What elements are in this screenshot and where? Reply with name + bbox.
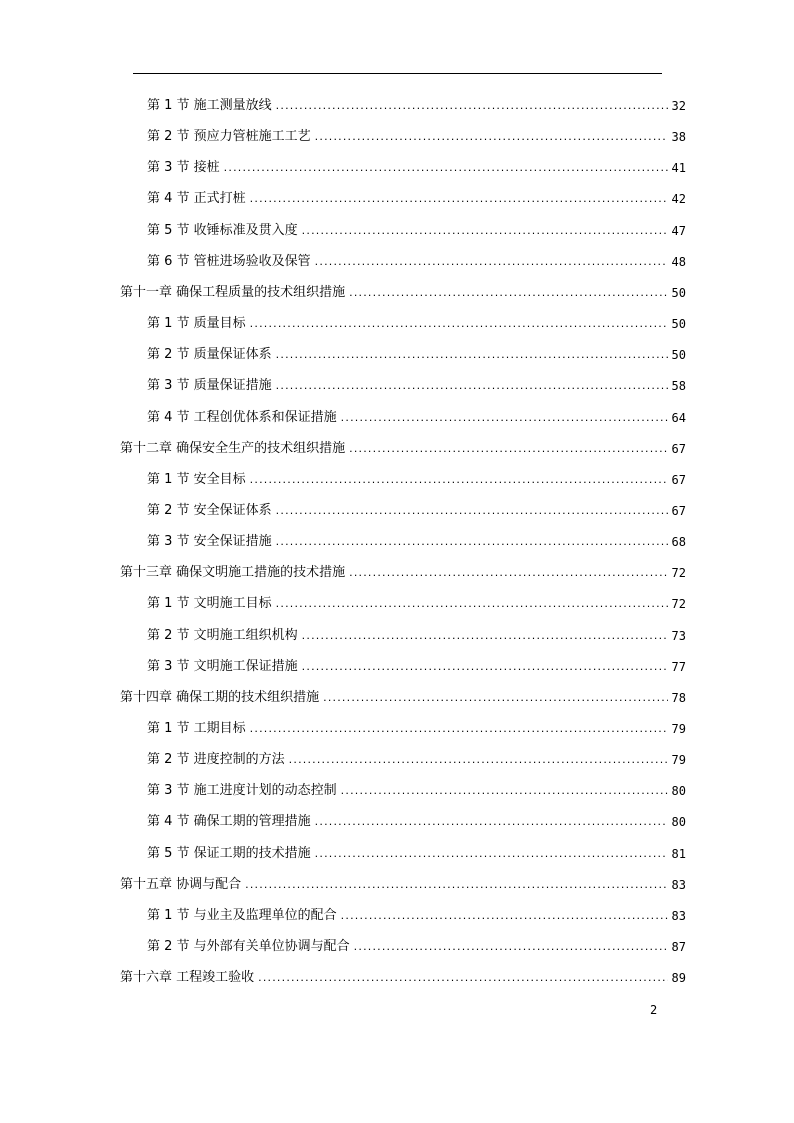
- toc-entry-page: 81: [671, 846, 686, 861]
- toc-entry-label: 第 4 节 确保工期的管理措施: [147, 814, 311, 830]
- toc-dot-leader: [315, 843, 668, 865]
- toc-entry-label: 第 2 节 预应力管桩施工工艺: [147, 129, 311, 145]
- toc-dot-leader: [276, 531, 668, 553]
- toc-dot-leader: [349, 562, 667, 584]
- toc-entry-page: 80: [671, 784, 686, 799]
- toc-section-entry[interactable]: [147, 313, 686, 335]
- toc-section-entry[interactable]: [147, 905, 686, 927]
- toc-entry-page: 77: [671, 659, 686, 674]
- toc-section-entry[interactable]: [147, 718, 686, 740]
- toc-entry-label: 第 2 节 文明施工组织机构: [147, 627, 298, 643]
- toc-section-entry[interactable]: [147, 375, 686, 397]
- toc-section-entry[interactable]: [147, 95, 686, 117]
- toc-chapter-entry[interactable]: [120, 687, 686, 709]
- toc-entry-page: 50: [671, 317, 686, 332]
- toc-dot-leader: [245, 874, 667, 896]
- toc-dot-leader: [349, 438, 667, 460]
- toc-entry-page: 80: [671, 815, 686, 830]
- toc-entry-page: 83: [671, 877, 686, 892]
- toc-section-entry[interactable]: [147, 220, 686, 242]
- page-number: 2: [650, 1003, 658, 1017]
- toc-entry-label: 第十二章 确保安全生产的技术组织措施: [120, 440, 346, 456]
- toc-entry-label: 第 1 节 文明施工目标: [147, 596, 272, 612]
- toc-section-entry[interactable]: [147, 531, 686, 553]
- toc-entry-label: 第 1 节 工期目标: [147, 721, 246, 736]
- toc-section-entry[interactable]: [147, 811, 686, 833]
- toc-section-entry[interactable]: [147, 780, 686, 802]
- toc-entry-label: 第 4 节 正式打桩: [147, 191, 246, 207]
- toc-dot-leader: [250, 469, 668, 491]
- toc-dot-leader: [349, 282, 667, 304]
- toc-section-entry[interactable]: [147, 749, 686, 771]
- toc-entry-page: 58: [671, 379, 686, 394]
- toc-entry-page: 50: [671, 348, 686, 363]
- toc-section-entry[interactable]: [147, 126, 686, 148]
- header-rule: [133, 73, 662, 74]
- toc-entry-label: 第十六章 工程竣工验收: [120, 970, 255, 986]
- toc-entry-label: 第十三章 确保文明施工措施的技术措施: [120, 565, 346, 581]
- toc-entry-label: 第 5 节 保证工期的技术措施: [147, 845, 311, 861]
- toc-dot-leader: [276, 593, 668, 615]
- toc-section-entry[interactable]: [147, 407, 686, 429]
- toc-entry-page: 68: [671, 535, 686, 550]
- toc-dot-leader: [258, 967, 667, 989]
- toc-entry-label: 第 2 节 进度控制的方法: [147, 752, 285, 768]
- toc-entry-label: 第 2 节 安全保证体系: [147, 502, 272, 518]
- toc-dot-leader: [250, 188, 668, 210]
- toc-entry-label: 第十四章 确保工期的技术组织措施: [120, 689, 320, 705]
- toc-entry-label: 第 6 节 管桩进场验收及保管: [147, 253, 311, 269]
- toc-entry-label: 第 3 节 文明施工保证措施: [147, 658, 298, 674]
- toc-entry-page: 79: [671, 722, 686, 736]
- toc-dot-leader: [302, 656, 668, 678]
- toc-entry-page: 73: [671, 628, 686, 643]
- toc-entry-page: 67: [671, 472, 686, 487]
- toc-dot-leader: [341, 407, 668, 429]
- toc-section-entry[interactable]: [147, 500, 686, 522]
- toc-entry-page: 72: [671, 597, 686, 612]
- toc-entry-label: 第 1 节 与业主及监理单位的配合: [147, 907, 337, 923]
- toc-section-entry[interactable]: [147, 188, 686, 210]
- toc-dot-leader: [341, 780, 668, 802]
- toc-section-entry[interactable]: [147, 251, 686, 273]
- toc-entry-page: 64: [671, 410, 686, 425]
- toc-dot-leader: [250, 718, 668, 740]
- toc-entry-label: 第 3 节 接桩: [147, 160, 220, 176]
- toc-dot-leader: [302, 220, 668, 242]
- toc-chapter-entry[interactable]: [120, 282, 686, 304]
- toc-section-entry[interactable]: [147, 593, 686, 615]
- toc-dot-leader: [315, 811, 668, 833]
- toc-section-entry[interactable]: [147, 344, 686, 366]
- toc-dot-leader: [289, 749, 668, 771]
- toc-chapter-entry[interactable]: [120, 562, 686, 584]
- toc-entry-label: 第 4 节 工程创优体系和保证措施: [147, 409, 337, 425]
- toc-entry-page: 41: [671, 161, 686, 176]
- toc-dot-leader: [315, 126, 668, 148]
- toc-section-entry[interactable]: [147, 469, 686, 491]
- toc-chapter-entry[interactable]: [120, 874, 686, 896]
- toc-dot-leader: [323, 687, 667, 709]
- toc-dot-leader: [354, 936, 668, 958]
- toc-entry-page: 50: [671, 285, 686, 300]
- toc-entry-page: 48: [671, 254, 686, 269]
- toc-entry-label: 第 1 节 安全目标: [147, 471, 246, 487]
- toc-section-entry[interactable]: [147, 625, 686, 647]
- toc-dot-leader: [341, 905, 668, 927]
- toc-entry-page: 83: [671, 908, 686, 923]
- toc-dot-leader: [224, 157, 668, 179]
- toc-dot-leader: [315, 251, 668, 273]
- toc-entry-label: 第 3 节 施工进度计划的动态控制: [147, 783, 337, 799]
- toc-dot-leader: [276, 344, 668, 366]
- toc-dot-leader: [276, 95, 668, 117]
- toc-entry-label: 第 1 节 质量目标: [147, 316, 246, 332]
- toc-entry-page: 79: [671, 753, 686, 768]
- toc-entry-label: 第 3 节 安全保证措施: [147, 534, 272, 550]
- toc-entry-page: 67: [671, 503, 686, 518]
- toc-entry-page: 87: [671, 940, 686, 955]
- toc-entry-label: 第 2 节 质量保证体系: [147, 347, 272, 363]
- toc-entry-label: 第十五章 协调与配合: [120, 876, 242, 892]
- toc-entry-page: 78: [671, 690, 686, 705]
- toc-entry-page: 72: [671, 566, 686, 581]
- toc-entry-label: 第 2 节 与外部有关单位协调与配合: [147, 939, 350, 955]
- toc-entry-page: 89: [671, 971, 686, 986]
- toc-chapter-entry[interactable]: [120, 967, 686, 989]
- toc-entry-page: 47: [671, 223, 686, 238]
- toc-dot-leader: [276, 500, 668, 522]
- toc-section-entry[interactable]: [147, 656, 686, 678]
- toc-entry-label: 第 3 节 质量保证措施: [147, 378, 272, 394]
- toc-dot-leader: [302, 625, 668, 647]
- toc-dot-leader: [250, 313, 668, 335]
- toc-section-entry[interactable]: [147, 843, 686, 865]
- toc-section-entry[interactable]: [147, 157, 686, 179]
- toc-entry-label: 第 5 节 收锤标准及贯入度: [147, 222, 298, 238]
- toc-entry-label: 第 1 节 施工测量放线: [147, 98, 272, 113]
- toc-entry-page: 42: [671, 192, 686, 207]
- toc-entry-label: 第十一章 确保工程质量的技术组织措施: [120, 284, 346, 300]
- toc-entry-page: 38: [671, 130, 686, 145]
- toc-chapter-entry[interactable]: [120, 438, 686, 460]
- toc-dot-leader: [276, 375, 668, 397]
- toc-section-entry[interactable]: [147, 936, 686, 958]
- toc-entry-page: 67: [671, 441, 686, 456]
- toc-entry-page: 32: [671, 99, 686, 113]
